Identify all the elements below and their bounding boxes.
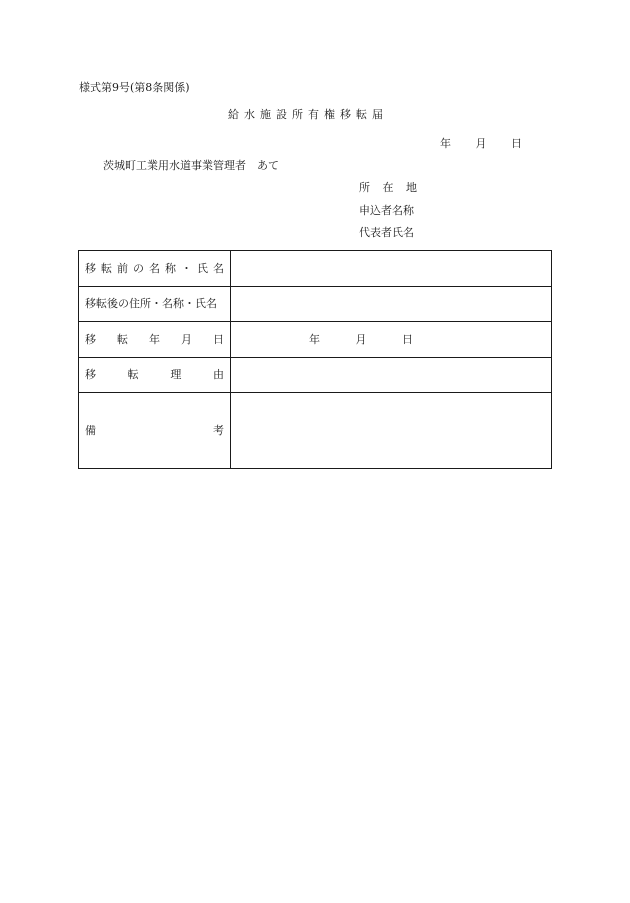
label-char: 氏 bbox=[197, 261, 208, 275]
label-char: ・ bbox=[181, 261, 192, 275]
table-row bbox=[79, 322, 552, 358]
day-label: 日 bbox=[511, 137, 522, 150]
new-owner-label-cell bbox=[79, 287, 231, 322]
label-char: 前 bbox=[117, 261, 128, 275]
table-row bbox=[79, 358, 552, 393]
transfer-form-table bbox=[78, 250, 552, 469]
label-char: 考 bbox=[213, 423, 224, 437]
label-char: 転 bbox=[101, 261, 112, 275]
transfer-date-label-cell bbox=[79, 322, 231, 358]
label-char: 転 bbox=[117, 332, 128, 346]
representative-name-label bbox=[359, 226, 417, 240]
label-char: 移 bbox=[85, 368, 96, 381]
label-char: 由 bbox=[212, 368, 224, 381]
applicant-address-label bbox=[359, 181, 417, 195]
label-char: の bbox=[133, 261, 144, 275]
label-char: 名 bbox=[213, 261, 224, 275]
day-label: 日 bbox=[402, 332, 413, 346]
month-label: 月 bbox=[475, 137, 487, 150]
label-text: 申込者名称 bbox=[359, 204, 414, 217]
label-char: 称 bbox=[165, 261, 176, 275]
transfer-date-value-cell[interactable] bbox=[231, 322, 552, 358]
month-label: 月 bbox=[355, 332, 367, 346]
addressee: 茨城町工業用水道事業管理者 あて bbox=[103, 159, 279, 172]
label-char: 移 bbox=[85, 261, 96, 275]
remarks-value-cell[interactable] bbox=[231, 393, 552, 469]
label-char: 移 bbox=[85, 332, 96, 346]
label-char: 名 bbox=[149, 261, 160, 275]
label-char: 地 bbox=[406, 181, 417, 194]
year-label: 年 bbox=[309, 332, 320, 346]
label-char: 在 bbox=[382, 181, 394, 194]
label-char: 転 bbox=[127, 368, 139, 381]
label-text: 移転後の住所・名称・氏名 bbox=[85, 297, 217, 310]
document-title: 給水施設所有権移転届 bbox=[228, 108, 388, 121]
label-char: 所 bbox=[359, 181, 370, 194]
table-row bbox=[79, 251, 552, 287]
applicant-name-label bbox=[359, 204, 417, 218]
previous-owner-label-cell bbox=[79, 251, 231, 287]
label-char: 備 bbox=[85, 423, 96, 437]
table-row bbox=[79, 393, 552, 469]
new-owner-value-cell[interactable] bbox=[231, 287, 552, 322]
transfer-reason-value-cell[interactable] bbox=[231, 358, 552, 393]
submission-date bbox=[440, 137, 522, 151]
previous-owner-value-cell[interactable] bbox=[231, 251, 552, 287]
remarks-label-cell bbox=[79, 393, 231, 469]
year-label: 年 bbox=[440, 137, 451, 150]
label-char: 月 bbox=[181, 332, 192, 346]
transfer-reason-label-cell bbox=[79, 358, 231, 393]
table-row bbox=[79, 287, 552, 322]
label-text: 代表者氏名 bbox=[359, 226, 414, 239]
label-char: 理 bbox=[170, 368, 182, 381]
label-char: 日 bbox=[213, 332, 224, 346]
form-number-label: 様式第9号(第8条関係) bbox=[79, 81, 190, 94]
label-char: 年 bbox=[149, 332, 160, 346]
